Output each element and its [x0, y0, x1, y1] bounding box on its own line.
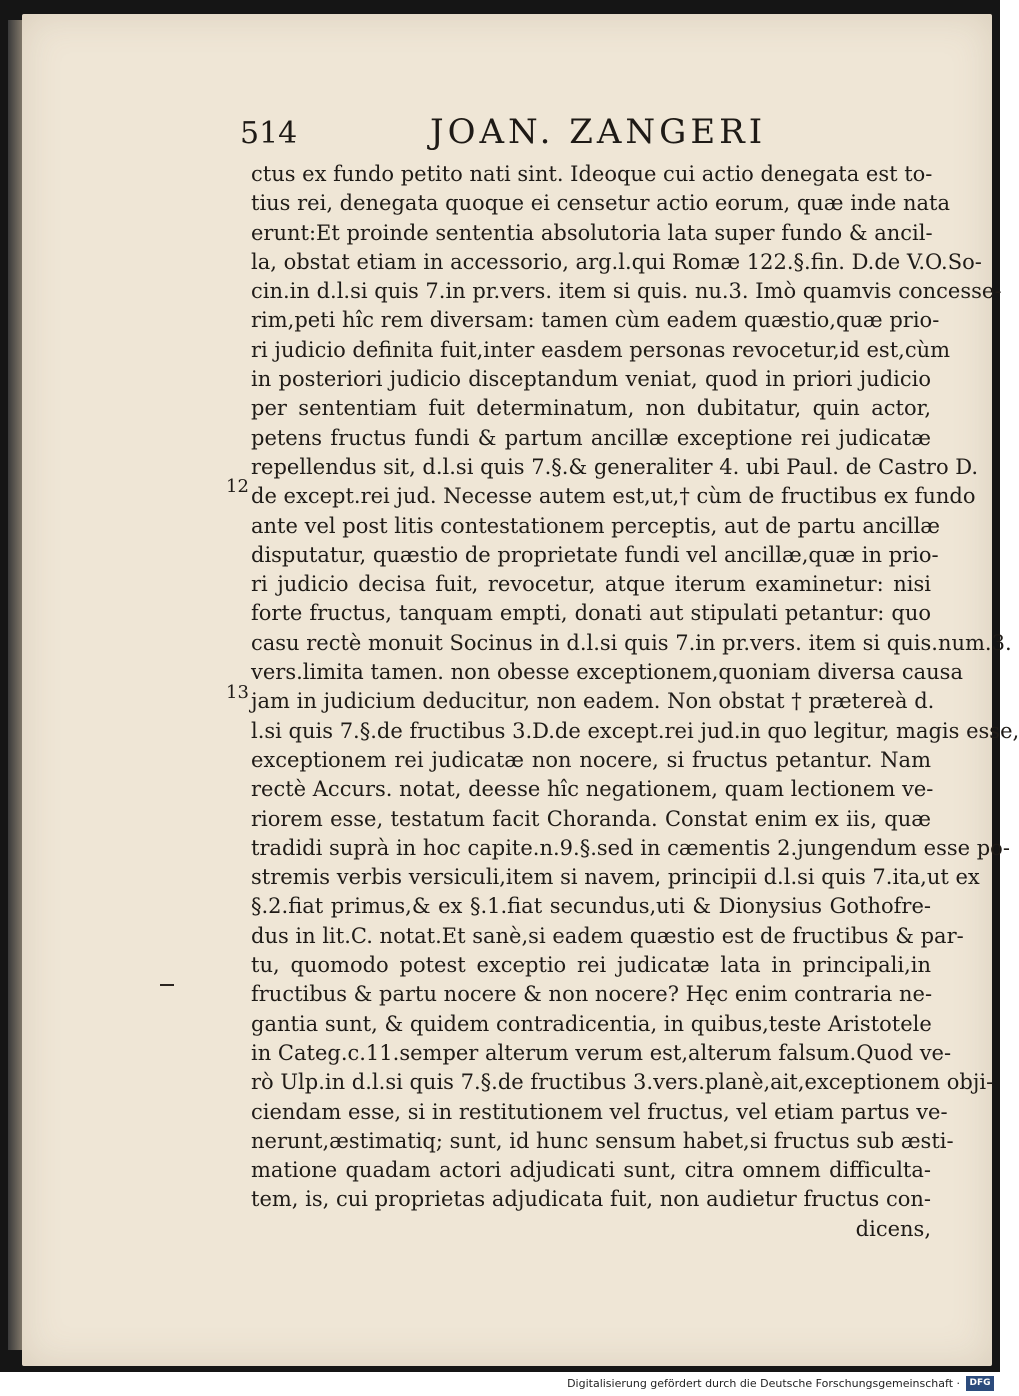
text-line: vers.limita tamen. non obesse exceptionem,quoniam diversa causa: [251, 660, 963, 685]
text-line: per sententiam fuit determinatum, non dubitatur, quin actor,: [251, 396, 931, 421]
text-line: erunt:Et proinde sententia absolutoria lata super fundo & ancil-: [251, 220, 933, 245]
text-line: ri judicio decisa fuit, revocetur, atque iterum examinetur: nisi: [251, 572, 931, 597]
margin-note-12: 12: [226, 476, 249, 497]
text-line: stremis verbis versiculi,item si navem, principii d.l.si quis 7.ita,ut ex: [251, 865, 980, 890]
page-number: 514: [240, 116, 298, 151]
text-line: tius rei, denegata quoque ei censetur actio eorum, quæ inde nata: [251, 191, 951, 216]
text-line: ctus ex fundo petito nati sint. Ideoque cui actio denegata est to-: [251, 162, 933, 186]
text-line: rim,peti hîc rem diversam: tamen cùm eadem quæstio,quæ prio-: [251, 308, 940, 333]
text-line: la, obstat etiam in accessorio, arg.l.qui Romæ 122.§.fin. D.de V.O.So-: [251, 249, 982, 274]
text-line: in posteriori judicio disceptandum veniat, quod in priori judicio: [251, 367, 931, 392]
text-line: disputatur, quæstio de proprietate fundi vel ancillæ,quæ in prio-: [251, 542, 939, 567]
body-text: [251, 160, 1019, 1244]
text-line: exceptionem rei judicatæ non nocere, si fructus petantur. Nam: [251, 747, 931, 772]
text-line: cin.in d.l.si quis 7.in pr.vers. item si quis. nu.3. Imò quamvis concesse-: [251, 279, 1002, 304]
text-line: §.2.fiat primus,& ex §.1.fiat secundus,uti & Dionysius Gothofre-: [251, 894, 931, 919]
digitization-credit: Digitalisierung gefördert durch die Deutsche Forschungsgemeinschaft ·: [567, 1377, 960, 1390]
text-line: gantia sunt, & quidem contradicentia, in quibus,teste Aristotele: [251, 1011, 932, 1036]
text-line: tradidi suprà in hoc capite.n.9.§.sed in cæmentis 2.jungendum esse po-: [251, 835, 1010, 860]
dfg-logo-icon: DFG: [966, 1376, 994, 1391]
page-header: [240, 112, 960, 156]
text-line: forte fructus, tanquam empti, donati aut stipulati petantur: quo: [251, 601, 931, 626]
text-line: rò Ulp.in d.l.si quis 7.§.de fructibus 3.vers.planè,ait,exceptionem obji-: [251, 1070, 994, 1095]
text-line: matione quadam actori adjudicati sunt, citra omnem difficulta-: [251, 1158, 931, 1183]
margin-note-13: 13: [226, 682, 249, 703]
text-line: tu, quomodo potest exceptio rei judicatæ lata in principali,in: [251, 953, 931, 978]
text-line: ante vel post litis contestationem perceptis, aut de partu ancillæ: [251, 513, 941, 538]
text-line: casu rectè monuit Socinus in d.l.si quis 7.in pr.vers. item si quis.num.3.: [251, 630, 1012, 655]
margin-tick: [160, 984, 174, 986]
text-line: rectè Accurs. notat, deesse hîc negationem, quam lectionem ve-: [251, 777, 934, 802]
running-title: JOAN. ZANGERI: [430, 112, 767, 152]
text-line: de except.rei jud. Necesse autem est,ut,† cùm de fructibus ex fundo: [251, 484, 976, 509]
text-line: riorem esse, testatum facit Choranda. Constat enim ex iis, quæ: [251, 806, 931, 831]
text-line: dus in lit.C. notat.Et sanè,si eadem quæstio est de fructibus & par-: [251, 923, 964, 948]
text-line: ciendam esse, si in restitutionem vel fructus, vel etiam partus ve-: [251, 1099, 948, 1124]
text-line: tem, is, cui proprietas adjudicata fuit, non audietur fructus con-: [251, 1187, 931, 1212]
footer-bar: [0, 1372, 1000, 1396]
text-line: dicens,: [855, 1216, 931, 1241]
text-line: repellendus sit, d.l.si quis 7.§.& generaliter 4. ubi Paul. de Castro D.: [251, 454, 979, 479]
text-line: ri judicio definita fuit,inter easdem personas revocetur,id est,cùm: [251, 337, 951, 362]
text-line: fructibus & partu nocere & non nocere? Hęc enim contraria ne-: [251, 982, 933, 1007]
text-line: l.si quis 7.§.de fructibus 3.D.de except.rei jud.in quo legitur, magis esse,: [251, 718, 1019, 743]
text-line: in Categ.c.11.semper alterum verum est,alterum falsum.Quod ve-: [251, 1040, 952, 1065]
text-line: jam in judicium deducitur, non eadem. Non obstat † prætereà d.: [251, 689, 935, 714]
text-line: petens fructus fundi & partum ancillæ exceptione rei judicatæ: [251, 425, 931, 450]
text-line: nerunt,æstimatiq; sunt, id hunc sensum habet,si fructus sub æsti-: [251, 1128, 954, 1153]
